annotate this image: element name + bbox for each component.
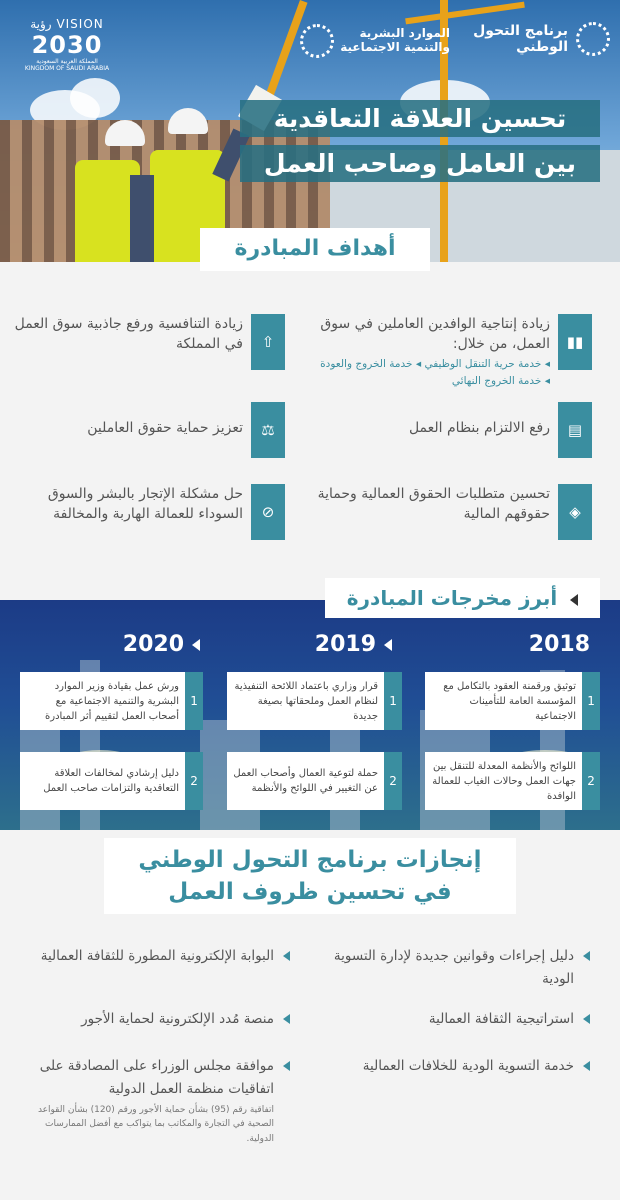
ntp-logo: برنامج التحول الوطني <box>460 22 610 56</box>
arrow-left-icon <box>570 594 578 606</box>
output-card: 1 توثيق ورقمنة العقود بالتكامل مع المؤسسة العامة للتأمينات الاجتماعية <box>425 672 600 730</box>
goals-title: أهداف المبادرة <box>200 228 430 271</box>
year-2018: 2018 <box>528 632 590 657</box>
output-card: 1 ورش عمل بقيادة وزير الموارد البشرية والتنمية الاجتماعية مع أصحاب العمل لتقييم أثر المبادرة <box>20 672 203 730</box>
document-gavel-icon: ▤ <box>558 402 592 458</box>
outputs-title: أبرز مخرجات المبادرة <box>325 578 600 618</box>
main-title: تحسين العلاقة التعاقدية بين العامل وصاحب العمل <box>240 100 600 190</box>
ntp-emblem-icon <box>576 22 610 56</box>
achievement-item: دليل إجراءات وقوانين جديدة لإدارة التسوية الودية <box>330 945 590 991</box>
prohibited-icon: ⊘ <box>251 484 285 540</box>
arrow-left-icon <box>192 639 200 651</box>
output-card: 2 دليل إرشادي لمخالفات العلاقة التعاقدية والتزامات صاحب العمل <box>20 752 203 810</box>
vision-2030-logo: VISION رؤية 2030 المملكة العربية السعودية KINGDOM OF SAUDI ARABIA <box>24 17 110 73</box>
star-emblem-icon <box>300 24 334 58</box>
goal-item: ▤ رفع الالتزام بنظام العمل <box>307 402 592 458</box>
output-card: 2 حملة لتوعية العمال وأصحاب العمل عن التغيير في اللوائح والأنظمة <box>227 752 402 810</box>
conventions-note: اتفاقية رقم (95) بشأن حماية الأجور ورقم (120) بشأن القواعد الصحية في التجارة والمكاتب بما يتواكب مع أفضل الممارسات الدولية. <box>37 1104 274 1144</box>
money-shield-icon: ◈ <box>558 484 592 540</box>
goal-item: ⇧ زيادة التنافسية ورفع جاذبية سوق العمل في المملكة <box>0 314 285 370</box>
achievements-title: إنجازات برنامج التحول الوطني في تحسين ظروف العمل <box>0 838 620 914</box>
output-card: 1 قرار وزاري باعتماد اللائحة التنفيذية لنظام العمل وملحقاتها بصيغة جديدة <box>227 672 402 730</box>
header-banner <box>0 0 620 262</box>
output-card: 2 اللوائح والأنظمة المعدلة للتنقل بين جهات العمل وحالات الغياب للعمالة الوافدة <box>425 752 600 810</box>
goal-item: ⊘ حل مشكلة الإتجار بالبشر والسوق السوداء للعمالة الهاربة والمخالفة <box>0 484 285 540</box>
achievement-item: استراتيجية الثقافة العمالية <box>330 1008 590 1031</box>
arrow-left-icon <box>384 639 392 651</box>
year-2019: 2019 <box>315 632 392 657</box>
achievement-item: موافقة مجلس الوزراء على المصادقة على اتفاقيات منظمة العمل الدولية اتفاقية رقم (95) بشأن حماية الأجور ورقم (120) بشأن القواعد الصحية في التجارة والمكاتب بما يتواكب مع أفضل الممارسات الدولية. <box>30 1055 290 1146</box>
scales-shield-icon: ⚖ <box>251 402 285 458</box>
hrsd-logo: الموارد البشرية والتنمية الاجتماعية <box>280 24 450 58</box>
achievement-item: البوابة الإلكترونية المطورة للثقافة العمالية <box>30 945 290 968</box>
goal-item: ⚖ تعزيز حماية حقوق العاملين <box>0 402 285 458</box>
year-2020: 2020 <box>123 632 200 657</box>
goal-item: ◈ تحسين متطلبات الحقوق العمالية وحماية حقوقهم المالية <box>307 484 592 540</box>
achievement-item: منصة مُدد الإلكترونية لحماية الأجور <box>30 1008 290 1031</box>
goal-item: ▮▮ زيادة إنتاجية الوافدين العاملين في سوق العمل، من خلال: ◂ خدمة حرية التنقل الوظيفي ◂ خدمة الخروج والعودة ◂ خدمة الخروج النهائي <box>307 314 592 389</box>
achievement-item: خدمة التسوية الودية للخلافات العمالية <box>330 1055 590 1078</box>
map-growth-icon: ⇧ <box>251 314 285 370</box>
bar-chart-icon: ▮▮ <box>558 314 592 370</box>
